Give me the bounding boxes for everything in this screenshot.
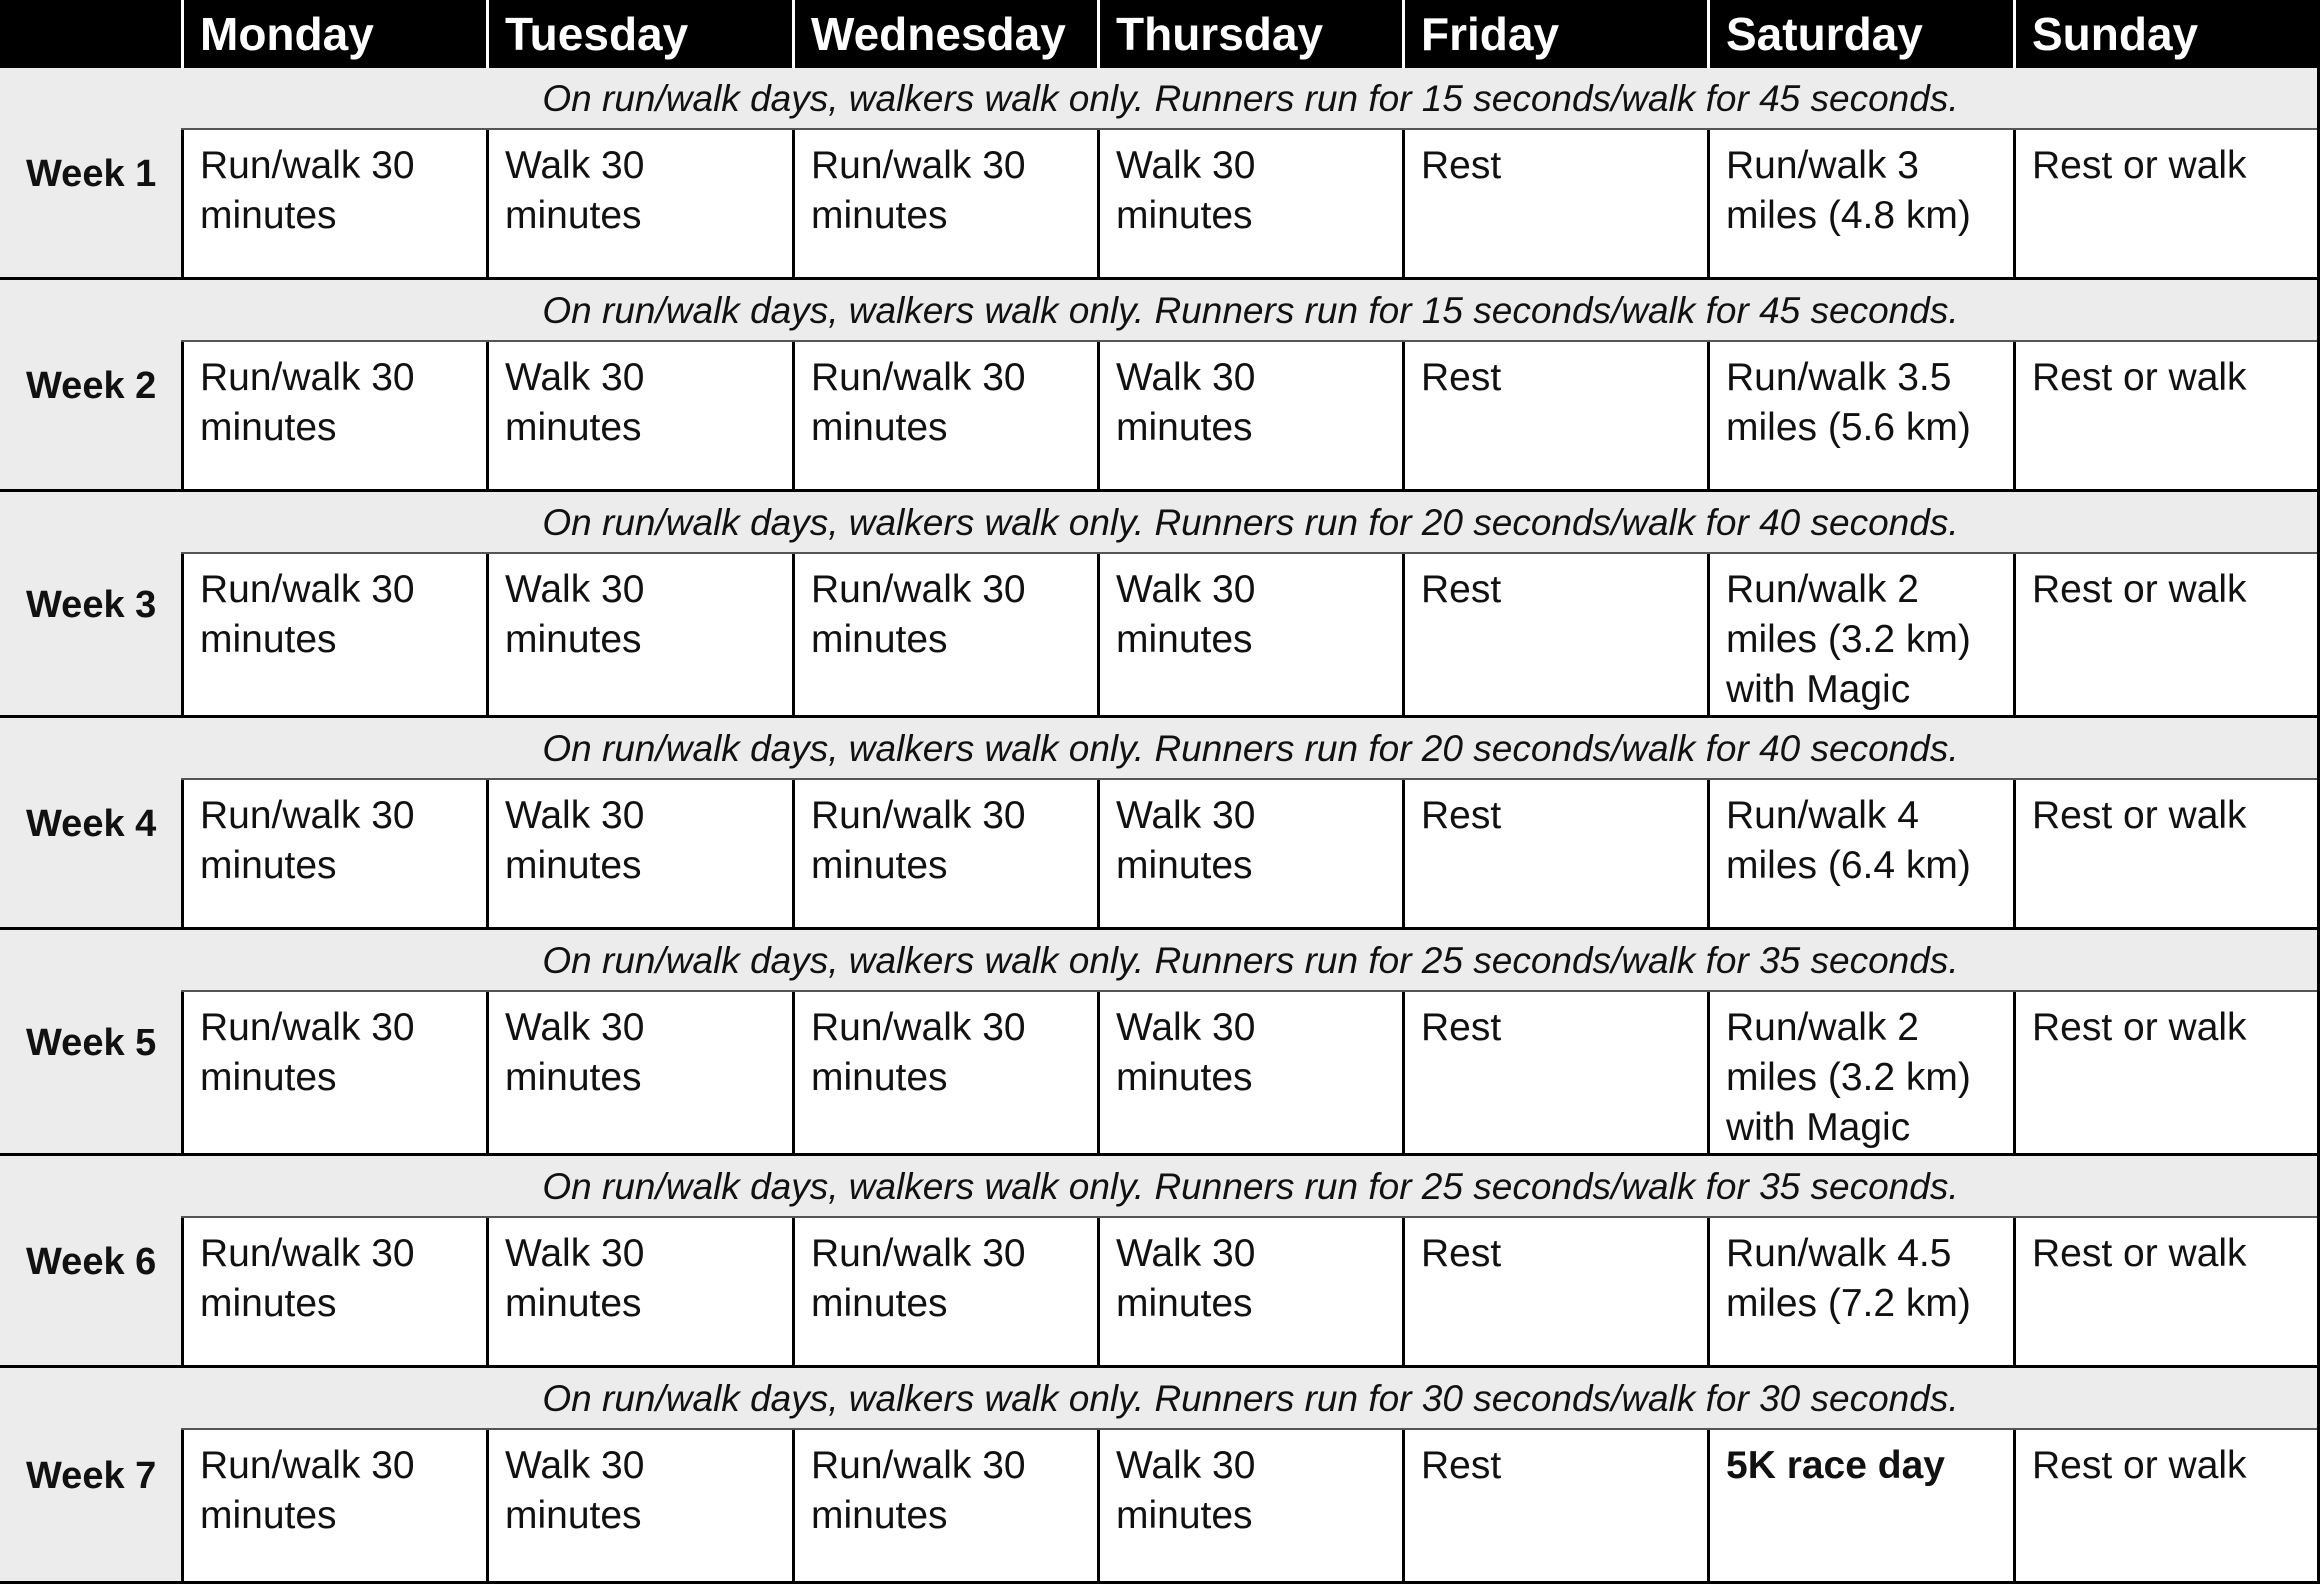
workout-cell-thursday: Walk 30 minutes	[1097, 1218, 1402, 1368]
workout-cell-wednesday: Run/walk 30 minutes	[792, 342, 1097, 492]
week-note: On run/walk days, walkers walk only. Runners run for 20 seconds/walk for 40 seconds.	[181, 718, 2320, 780]
workout-cell-friday: Rest	[1402, 780, 1707, 930]
week-divider	[0, 1581, 2320, 1584]
workout-cell-tuesday: Walk 30 minutes	[486, 992, 792, 1156]
week-note: On run/walk days, walkers walk only. Runners run for 15 seconds/walk for 45 seconds.	[181, 68, 2320, 130]
week-label: Week 1	[0, 68, 181, 280]
week-note: On run/walk days, walkers walk only. Runners run for 25 seconds/walk for 35 seconds.	[181, 1156, 2320, 1218]
workout-cell-friday: Rest	[1402, 130, 1707, 280]
workout-cell-wednesday: Run/walk 30 minutes	[792, 780, 1097, 930]
week-note: On run/walk days, walkers walk only. Runners run for 30 seconds/walk for 30 seconds.	[181, 1368, 2320, 1430]
workout-cell-saturday: Run/walk 2 miles (3.2 km) with Magic	[1707, 992, 2013, 1156]
workout-cell-tuesday: Walk 30 minutes	[486, 1430, 792, 1584]
week-label: Week 3	[0, 492, 181, 718]
week-note: On run/walk days, walkers walk only. Runners run for 20 seconds/walk for 40 seconds.	[181, 492, 2320, 554]
workout-cell-thursday: Walk 30 minutes	[1097, 130, 1402, 280]
workout-cell-saturday: Run/walk 4.5 miles (7.2 km)	[1707, 1218, 2013, 1368]
day-header-monday: Monday	[181, 0, 486, 68]
day-header-saturday: Saturday	[1707, 0, 2013, 68]
workout-cell-tuesday: Walk 30 minutes	[486, 1218, 792, 1368]
workout-cell-thursday: Walk 30 minutes	[1097, 554, 1402, 718]
week-label: Week 6	[0, 1156, 181, 1368]
week-label: Week 7	[0, 1368, 181, 1584]
workout-cell-saturday: Run/walk 4 miles (6.4 km)	[1707, 780, 2013, 930]
workout-cell-saturday: Run/walk 3.5 miles (5.6 km)	[1707, 342, 2013, 492]
workout-cell-wednesday: Run/walk 30 minutes	[792, 1218, 1097, 1368]
week-note: On run/walk days, walkers walk only. Runners run for 15 seconds/walk for 45 seconds.	[181, 280, 2320, 342]
workout-cell-wednesday: Run/walk 30 minutes	[792, 554, 1097, 718]
workout-cell-friday: Rest	[1402, 554, 1707, 718]
workout-cell-friday: Rest	[1402, 342, 1707, 492]
workout-cell-tuesday: Walk 30 minutes	[486, 554, 792, 718]
workout-cell-sunday: Rest or walk	[2013, 342, 2317, 492]
workout-cell-thursday: Walk 30 minutes	[1097, 342, 1402, 492]
workout-cell-tuesday: Walk 30 minutes	[486, 342, 792, 492]
workout-cell-wednesday: Run/walk 30 minutes	[792, 992, 1097, 1156]
day-header-thursday: Thursday	[1097, 0, 1402, 68]
workout-cell-friday: Rest	[1402, 1430, 1707, 1584]
workout-cell-monday: Run/walk 30 minutes	[181, 780, 486, 930]
week-label: Week 2	[0, 280, 181, 492]
header-corner	[0, 0, 181, 68]
workout-cell-friday: Rest	[1402, 992, 1707, 1156]
workout-cell-thursday: Walk 30 minutes	[1097, 1430, 1402, 1584]
workout-cell-wednesday: Run/walk 30 minutes	[792, 1430, 1097, 1584]
week-label: Week 4	[0, 718, 181, 930]
workout-cell-monday: Run/walk 30 minutes	[181, 1218, 486, 1368]
workout-cell-friday: Rest	[1402, 1218, 1707, 1368]
day-header-friday: Friday	[1402, 0, 1707, 68]
workout-cell-sunday: Rest or walk	[2013, 554, 2317, 718]
workout-cell-sunday: Rest or walk	[2013, 780, 2317, 930]
workout-cell-saturday: Run/walk 2 miles (3.2 km) with Magic	[1707, 554, 2013, 718]
workout-cell-sunday: Rest or walk	[2013, 1430, 2317, 1584]
workout-cell-tuesday: Walk 30 minutes	[486, 130, 792, 280]
workout-cell-sunday: Rest or walk	[2013, 1218, 2317, 1368]
workout-cell-monday: Run/walk 30 minutes	[181, 342, 486, 492]
workout-cell-monday: Run/walk 30 minutes	[181, 1430, 486, 1584]
day-header-wednesday: Wednesday	[792, 0, 1097, 68]
workout-cell-monday: Run/walk 30 minutes	[181, 554, 486, 718]
workout-cell-saturday: 5K race day	[1707, 1430, 2013, 1584]
week-note: On run/walk days, walkers walk only. Runners run for 25 seconds/walk for 35 seconds.	[181, 930, 2320, 992]
day-header-sunday: Sunday	[2013, 0, 2320, 68]
workout-cell-saturday: Run/walk 3 miles (4.8 km)	[1707, 130, 2013, 280]
workout-cell-monday: Run/walk 30 minutes	[181, 130, 486, 280]
workout-cell-sunday: Rest or walk	[2013, 130, 2317, 280]
day-header-tuesday: Tuesday	[486, 0, 792, 68]
workout-cell-tuesday: Walk 30 minutes	[486, 780, 792, 930]
workout-cell-sunday: Rest or walk	[2013, 992, 2317, 1156]
workout-cell-thursday: Walk 30 minutes	[1097, 992, 1402, 1156]
week-label: Week 5	[0, 930, 181, 1156]
workout-cell-monday: Run/walk 30 minutes	[181, 992, 486, 1156]
workout-cell-wednesday: Run/walk 30 minutes	[792, 130, 1097, 280]
workout-cell-thursday: Walk 30 minutes	[1097, 780, 1402, 930]
